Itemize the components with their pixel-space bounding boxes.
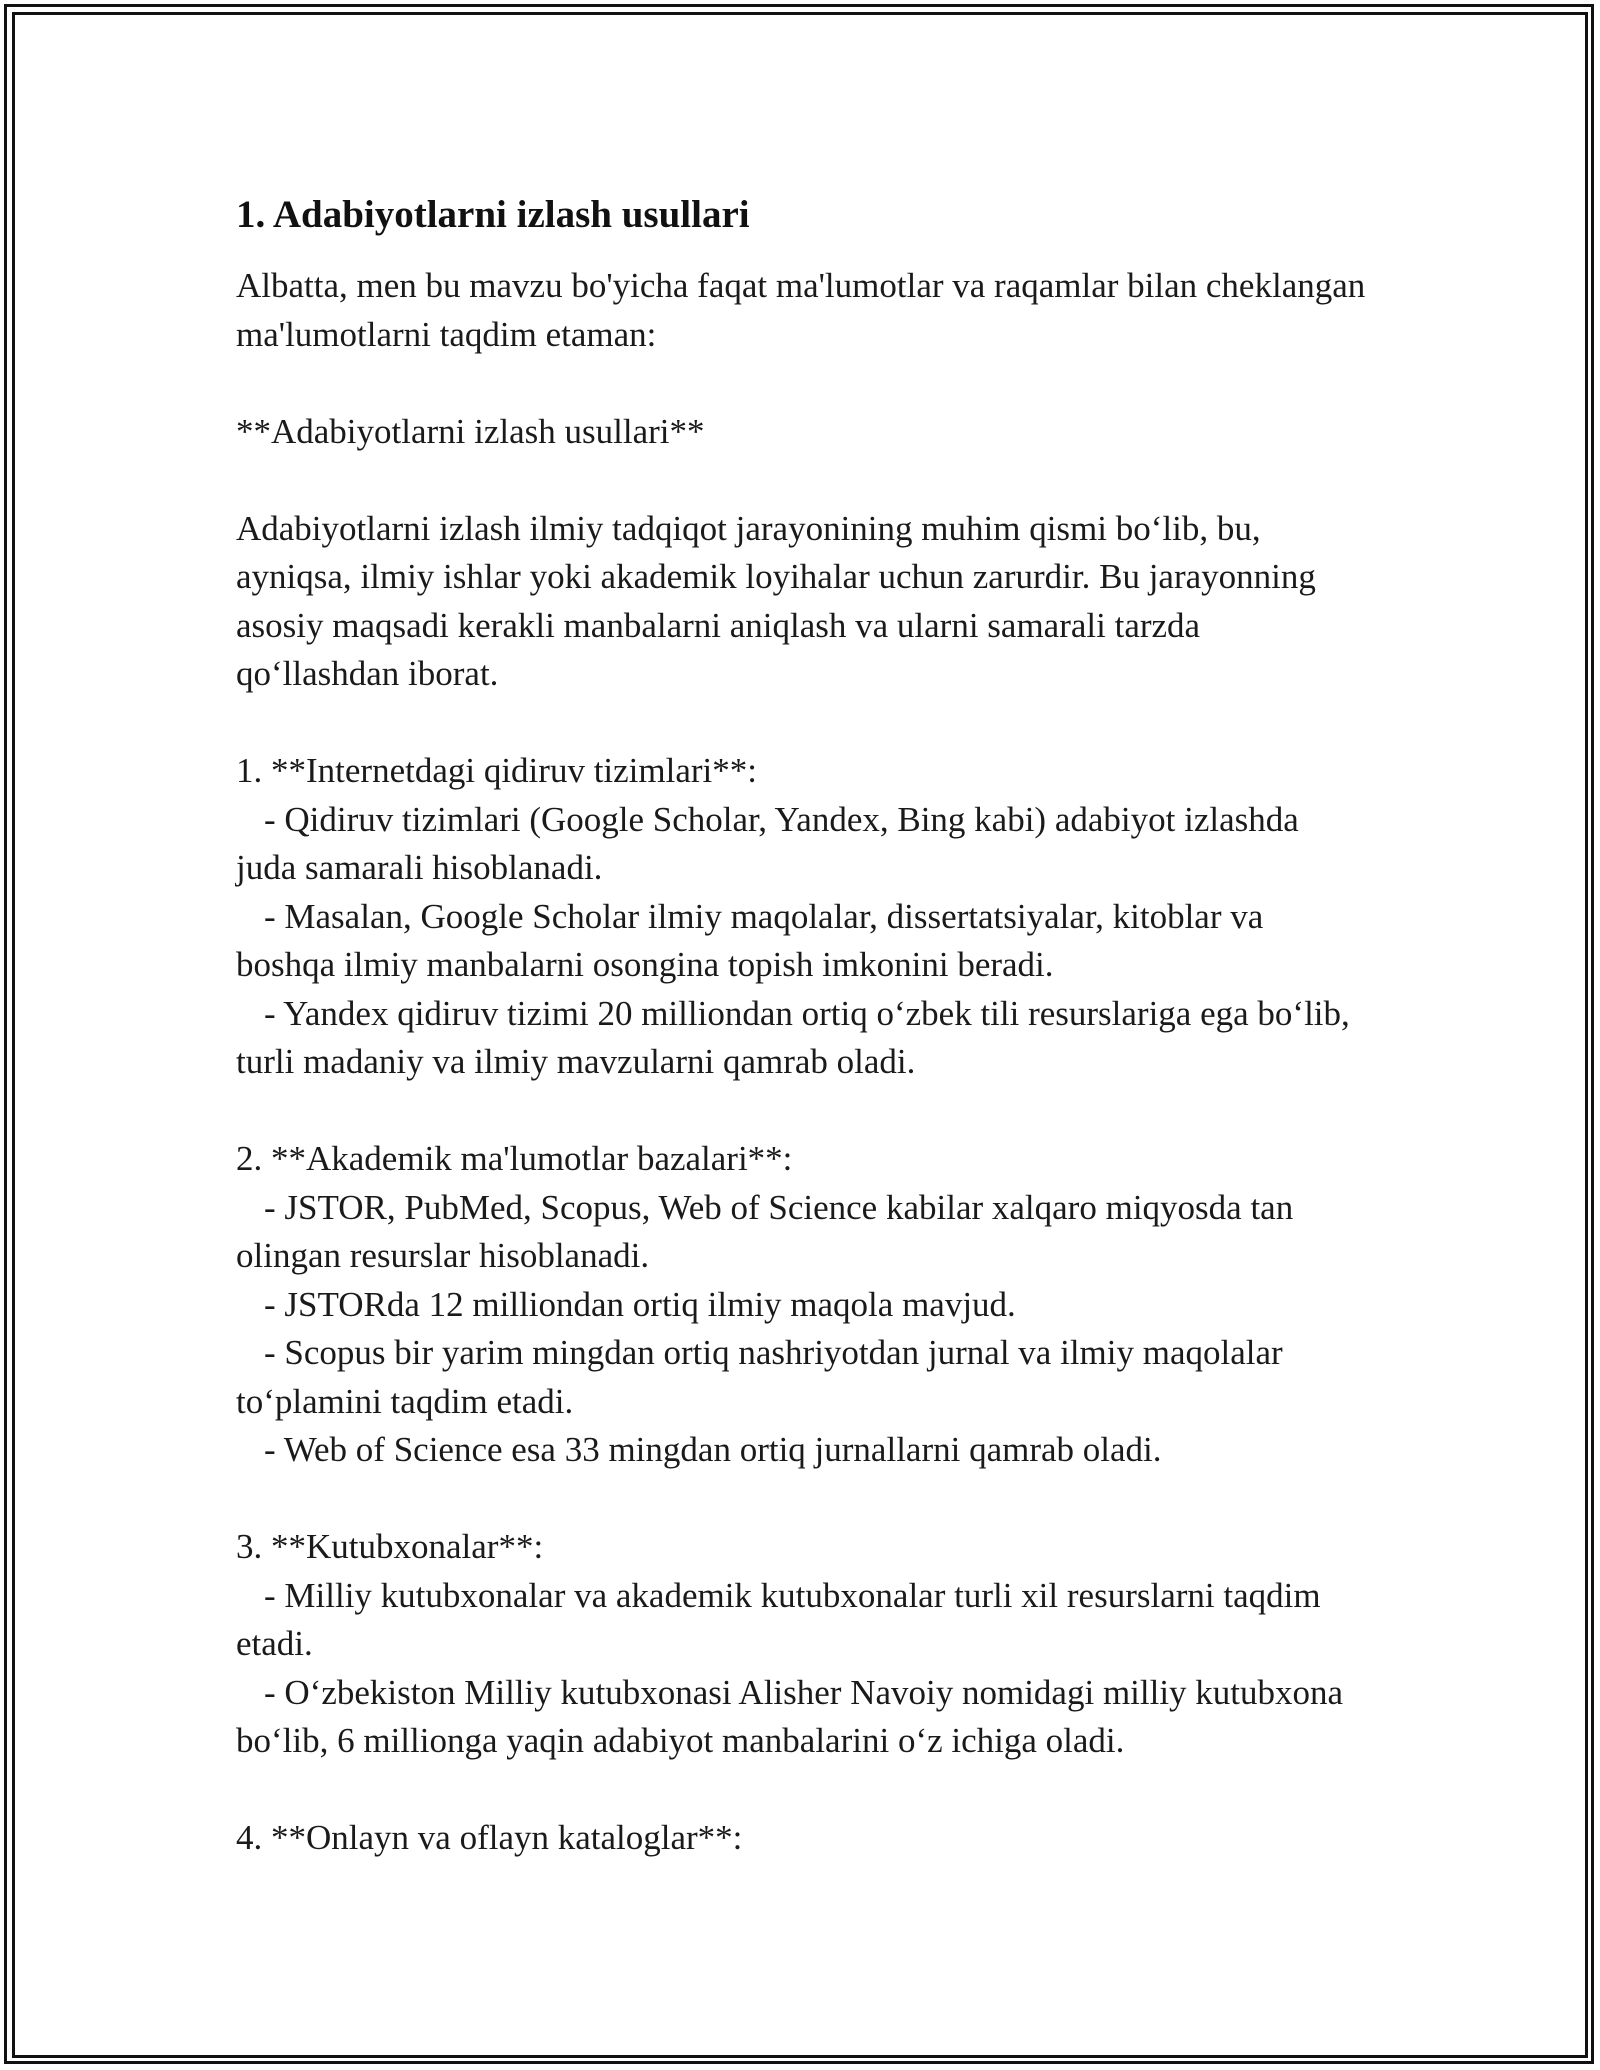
spacer bbox=[236, 1766, 1366, 1815]
bold-heading-text: **Adabiyotlarni izlash usullari** bbox=[236, 411, 705, 451]
list-item: - Web of Science esa 33 mingdan ortiq jurnallarni qamrab oladi. bbox=[264, 1430, 1162, 1469]
spacer bbox=[236, 1087, 1366, 1136]
list-item: - Masalan, Google Scholar ilmiy maqolalar, dissertatsiyalar, kitoblar va boshqa ilmiy manbalarni osongina topish imkonini beradi. bbox=[236, 896, 1264, 984]
list-item: - JSTORda 12 milliondan ortiq ilmiy maqola mavjud. bbox=[264, 1284, 1016, 1324]
list-item: - Qidiruv tizimlari (Google Scholar, Yandex, Bing kabi) adabiyot izlashda juda samarali hisoblanadi. bbox=[236, 799, 1299, 887]
spacer bbox=[236, 359, 1366, 408]
spacer bbox=[236, 1475, 1366, 1524]
document-title: 1. Adabiyotlarni izlash usullari bbox=[236, 193, 750, 236]
list-item: - O‘zbekiston Milliy kutubxonasi Alisher Navoiy nomidagi milliy kutubxona bo‘lib, 6 millionga yaqin adabiyot manbalarini o‘z ichiga oladi. bbox=[236, 1672, 1344, 1760]
section-databases bbox=[236, 1135, 1366, 1475]
spacer bbox=[236, 699, 1366, 748]
list-item: - Yandex qidiruv tizimi 20 milliondan ortiq o‘zbek tili resurslariga ega bo‘lib, turli madaniy va ilmiy mavzularni qamrab oladi. bbox=[236, 993, 1350, 1081]
section-libraries bbox=[236, 1523, 1366, 1766]
spacer bbox=[236, 456, 1366, 505]
section-internet bbox=[236, 747, 1366, 1087]
list-item: - Milliy kutubxonalar va akademik kutubxonalar turli xil resurslarni taqdim etadi. bbox=[236, 1575, 1321, 1663]
section-heading: 4. **Onlayn va oflayn kataloglar**: bbox=[236, 1818, 743, 1857]
section-heading: 2. **Akademik ma'lumotlar bazalari**: bbox=[236, 1139, 793, 1178]
intro-paragraph: Albatta, men bu mavzu bo'yicha faqat ma'lumotlar va raqamlar bilan cheklangan ma'lumotlarni taqdim etaman: bbox=[236, 266, 1375, 354]
section-heading: 1. **Internetdagi qidiruv tizimlari**: bbox=[236, 751, 757, 790]
section-heading: 3. **Kutubxonalar**: bbox=[236, 1527, 544, 1566]
document-page bbox=[236, 188, 1375, 1863]
body-paragraph: Adabiyotlarni izlash ilmiy tadqiqot jarayonining muhim qismi bo‘lib, bu, ayniqsa, ilmiy ishlar yoki akademik loyihalar uchun zarurdir. Bu jarayonning asosiy maqsadi kerakli manbalarni aniqlash va ularni samarali tarzda qo‘llashdan iborat. bbox=[236, 508, 1325, 693]
list-item: - Scopus bir yarim mingdan ortiq nashriyotdan jurnal va ilmiy maqolalar to‘plamini taqdim etadi. bbox=[236, 1333, 1283, 1421]
list-item: - JSTOR, PubMed, Scopus, Web of Science kabilar xalqaro miqyosda tan olingan resurslar hisoblanadi. bbox=[236, 1187, 1294, 1275]
section-catalogs bbox=[236, 1814, 1366, 1863]
